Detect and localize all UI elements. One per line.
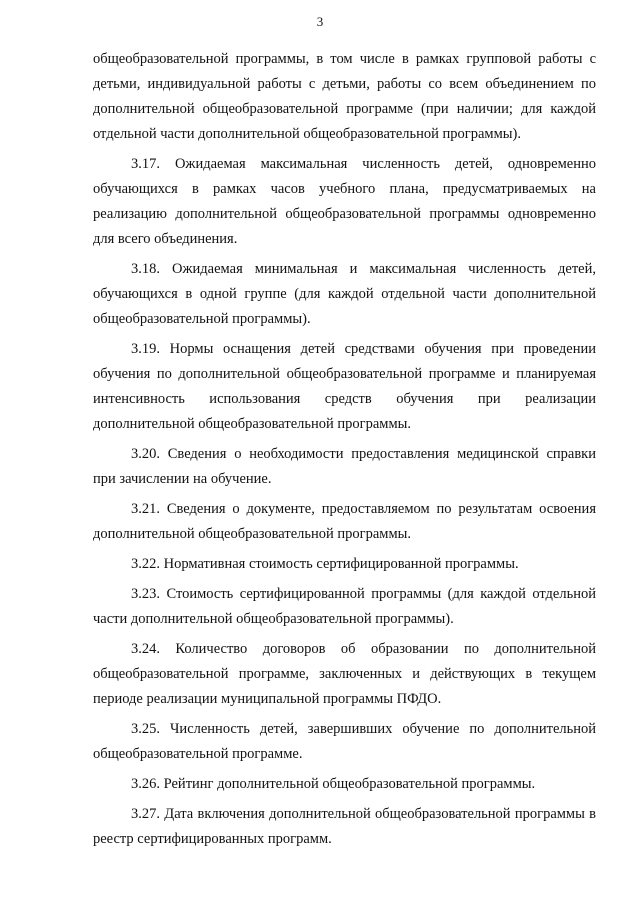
paragraph-3-23: 3.23. Стоимость сертифицированной программы (для каждой отдельной части дополнительной общеобразовательной программы). bbox=[93, 586, 596, 627]
paragraph-3-19: 3.19. Нормы оснащения детей средствами обучения при проведении обучения по дополнительной общеобразовательной программе и планируемая интенсивность использования средств обучения при реализации дополнительной общеобразовательной программы. bbox=[93, 341, 596, 432]
paragraph-3-25: 3.25. Численность детей, завершивших обучение по дополнительной общеобразовательной программе. bbox=[93, 721, 596, 762]
document-body bbox=[93, 47, 596, 857]
paragraph-3-21: 3.21. Сведения о документе, предоставляемом по результатам освоения дополнительной общеобразовательной программы. bbox=[93, 501, 596, 542]
paragraph-3-17: 3.17. Ожидаемая максимальная численность детей, одновременно обучающихся в рамках часов учебного плана, предусматриваемых на реализацию дополнительной общеобразовательной программы одновременно для всего объединения. bbox=[93, 156, 596, 247]
paragraph-3-26: 3.26. Рейтинг дополнительной общеобразовательной программы. bbox=[131, 776, 536, 792]
paragraph-continuation: общеобразовательной программы, в том числе в рамках групповой работы с детьми, индивидуальной работы с детьми, работы со всем объединением по дополнительной общеобразовательной программе (при наличии; для каждой отдельной части дополнительной общеобразовательной программы). bbox=[93, 51, 596, 142]
paragraph-3-20: 3.20. Сведения о необходимости предоставления медицинской справки при зачислении на обучение. bbox=[93, 446, 596, 487]
paragraph-3-18: 3.18. Ожидаемая минимальная и максимальная численность детей, обучающихся в одной группе (для каждой отдельной части дополнительной общеобразовательной программы). bbox=[93, 261, 596, 327]
paragraph-3-24: 3.24. Количество договоров об образовании по дополнительной общеобразовательной программе, заключенных и действующих в текущем периоде реализации муниципальной программы ПФДО. bbox=[93, 641, 596, 707]
paragraph-3-27: 3.27. Дата включения дополнительной общеобразовательной программы в реестр сертифицированных программ. bbox=[93, 806, 596, 847]
paragraph-3-22: 3.22. Нормативная стоимость сертифицированной программы. bbox=[131, 556, 519, 572]
page-number: 3 bbox=[316, 14, 324, 29]
